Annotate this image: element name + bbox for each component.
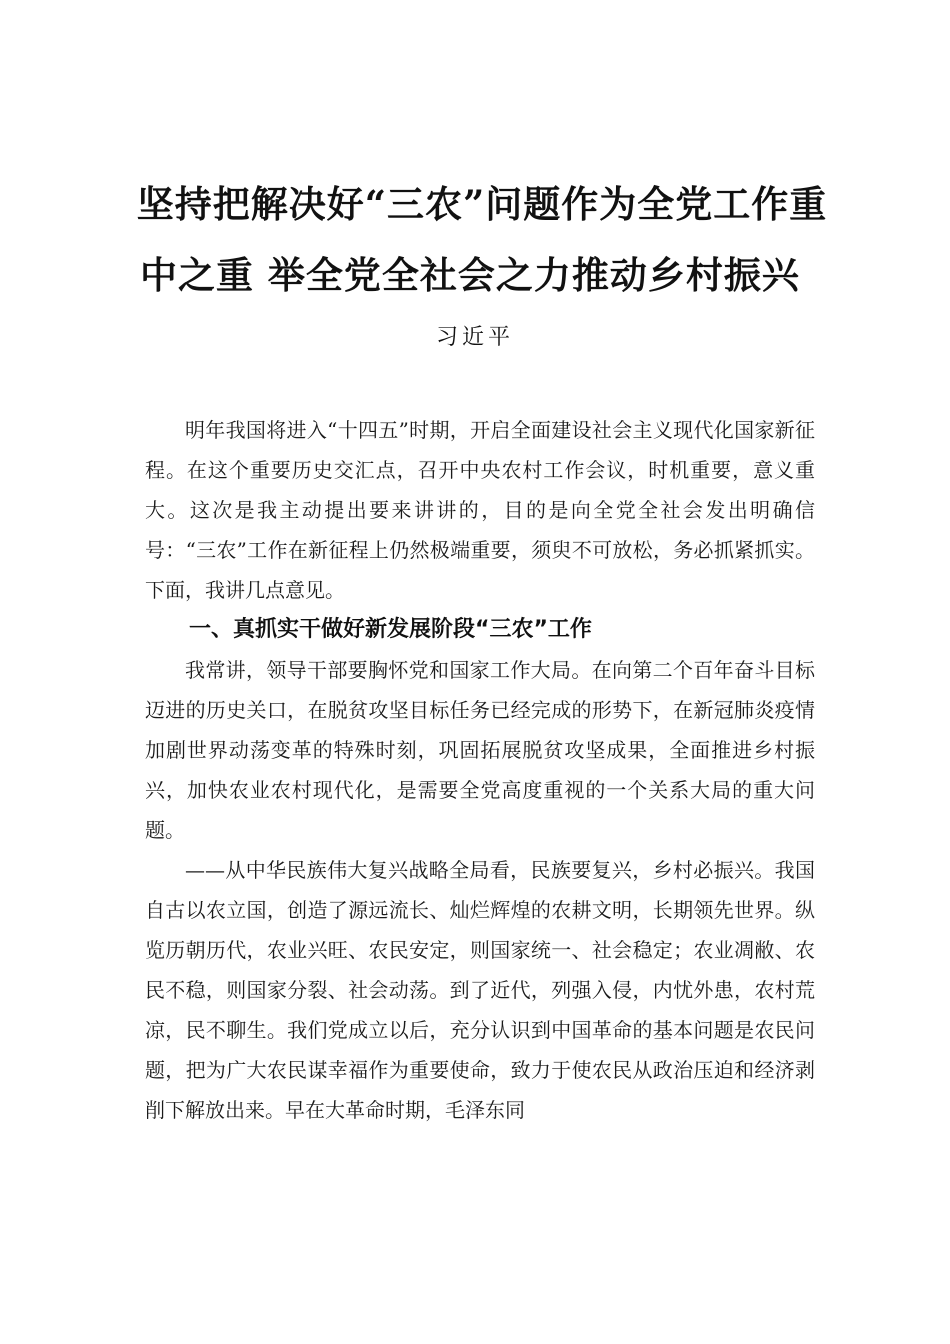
section-1-block — [145, 610, 815, 1130]
section-1-heading: 一、真抓实干做好新发展阶段“三农”工作 — [189, 617, 592, 642]
author-name: 习近平 — [435, 325, 514, 350]
intro-block — [145, 410, 815, 610]
section-1-paragraph-2: ——从中华民族伟大复兴战略全局看，民族要复兴，乡村必振兴。我国自古以农立国，创造了源远流长、灿烂辉煌的农耕文明，长期领先世界。纵览历朝历代，农业兴旺、农民安定，则国家统一、社会稳定；农业凋敝、农民不稳，则国家分裂、社会动荡。到了近代，列强入侵，内忧外患，农村荒凉，民不聊生。我们党成立以后，充分认识到中国革命的基本问题是农民问题，把为广大农民谋幸福作为重要使命，致力于使农民从政治压迫和经济剥削下解放出来。早在大革命时期，毛泽东同 — [145, 858, 815, 1122]
document-title-line-1: 坚持把解决好“三农”问题作为全党工作重 — [136, 182, 828, 226]
intro-paragraph: 明年我国将进入“十四五”时期，开启全面建设社会主义现代化国家新征程。在这个重要历史交汇点，召开中央农村工作会议，时机重要，意义重大。这次是我主动提出要来讲讲的，目的是向全党全社会发出明确信号：“三农”工作在新征程上仍然极端重要，须臾不可放松，务必抓紧抓实。下面，我讲几点意见。 — [145, 418, 815, 602]
document-title-line-2: 中之重 举全党全社会之力推动乡村振兴 — [140, 253, 800, 297]
section-1-paragraph-1: 我常讲，领导干部要胸怀党和国家工作大局。在向第二个百年奋斗目标迈进的历史关口，在脱贫攻坚目标任务已经完成的形势下，在新冠肺炎疫情加剧世界动荡变革的特殊时刻，巩固拓展脱贫攻坚成果，全面推进乡村振兴，加快农业农村现代化，是需要全党高度重视的一个关系大局的重大问题。 — [145, 658, 815, 842]
